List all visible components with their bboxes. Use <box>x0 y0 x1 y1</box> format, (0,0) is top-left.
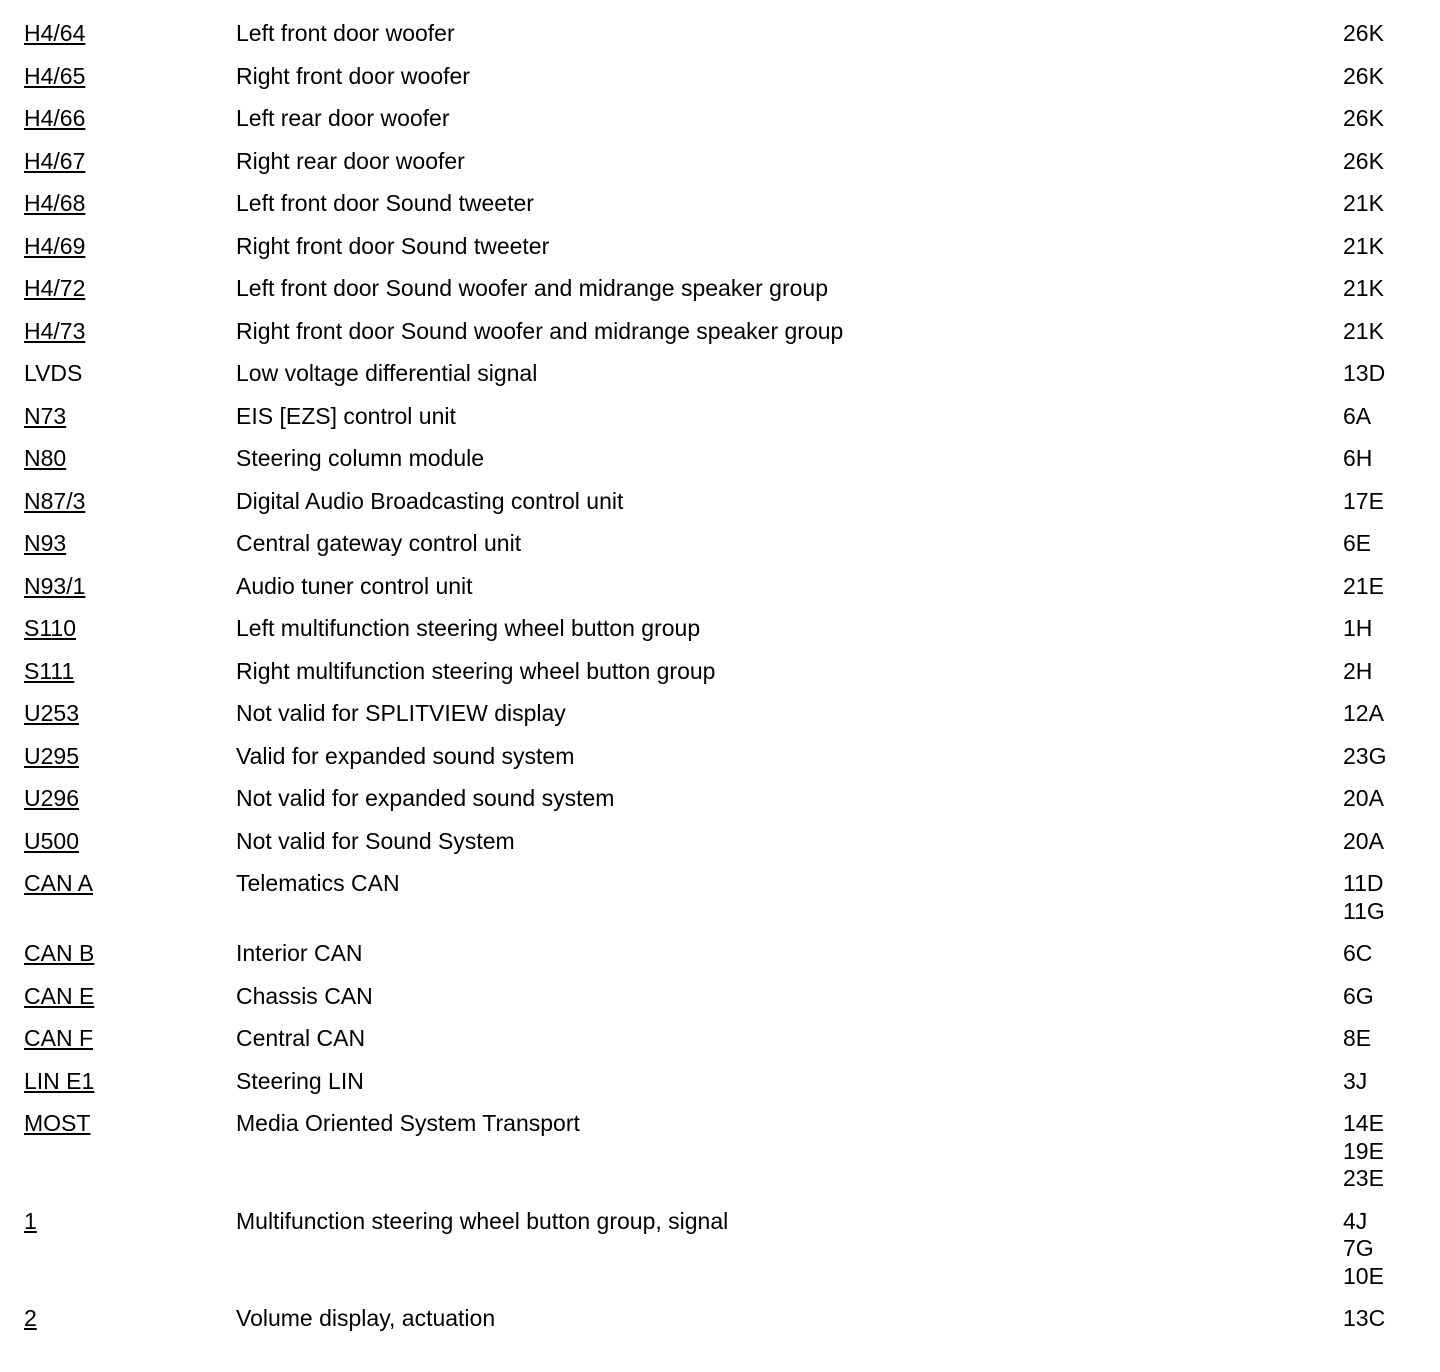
legend-locations <box>1343 403 1371 431</box>
grid-location: 23E <box>1343 1165 1384 1191</box>
legend-locations <box>1343 658 1372 686</box>
legend-code-link[interactable]: H4/66 <box>24 105 86 131</box>
legend-description: Right front door woofer <box>236 62 470 89</box>
legend-locations <box>1343 828 1384 856</box>
legend-code-link[interactable]: LIN E1 <box>24 1067 95 1094</box>
legend-code-link[interactable]: U500 <box>24 827 79 854</box>
legend-code-link[interactable]: N87/3 <box>24 487 86 514</box>
legend-description: Right multifunction steering wheel button group <box>236 657 716 684</box>
grid-location: 26K <box>1343 62 1384 89</box>
legend-description: Left front door woofer <box>236 20 455 46</box>
grid-location: 13C <box>1343 1305 1386 1331</box>
legend-code-link[interactable]: U295 <box>24 742 79 769</box>
legend-description: Chassis CAN <box>236 982 373 1009</box>
legend-description: Interior CAN <box>236 940 363 966</box>
legend-code-link[interactable]: S111 <box>24 657 75 684</box>
grid-location: 6A <box>1343 402 1372 429</box>
legend-code-link[interactable]: CAN E <box>24 982 95 1009</box>
grid-location: 6G <box>1343 982 1374 1009</box>
legend-locations <box>1343 275 1384 303</box>
grid-location: 21K <box>1343 232 1384 259</box>
legend-code-link[interactable]: S110 <box>24 615 77 641</box>
grid-location: 20A <box>1343 785 1384 811</box>
grid-location: 26K <box>1343 147 1384 174</box>
legend-code-link[interactable]: MOST <box>24 1110 91 1136</box>
legend-locations <box>1343 615 1372 643</box>
grid-location: 14E <box>1343 1110 1384 1136</box>
legend-description: Media Oriented System Transport <box>236 1110 580 1136</box>
legend-code-link[interactable]: CAN A <box>24 870 94 896</box>
legend-code-link[interactable]: 2 <box>24 1305 37 1331</box>
grid-location: 11D <box>1343 870 1384 896</box>
legend-locations <box>1343 63 1384 91</box>
legend-locations <box>1343 20 1384 48</box>
legend-description: Central CAN <box>236 1025 366 1051</box>
legend-description: Audio tuner control unit <box>236 572 473 599</box>
legend-description: Right front door Sound woofer and midrange speaker group <box>236 317 844 344</box>
legend-locations <box>1343 700 1384 728</box>
legend-code-link[interactable]: N93 <box>24 530 67 556</box>
grid-location: 4J <box>1343 1207 1368 1234</box>
grid-location: 6H <box>1343 445 1373 471</box>
legend-code-link[interactable]: U296 <box>24 785 79 811</box>
legend-locations <box>1343 190 1384 218</box>
grid-location: 10E <box>1343 1262 1384 1289</box>
grid-location: 21K <box>1343 190 1384 216</box>
legend-code-link[interactable]: CAN F <box>24 1025 93 1051</box>
legend-description: Steering column module <box>236 445 485 471</box>
legend-code-link[interactable]: H4/65 <box>24 62 86 89</box>
grid-location: 19E <box>1343 1137 1384 1164</box>
grid-location: 17E <box>1343 487 1384 514</box>
legend-locations <box>1343 1305 1385 1333</box>
legend-description: Volume display, actuation <box>236 1305 496 1331</box>
legend-locations <box>1343 573 1384 601</box>
legend-description: Not valid for expanded sound system <box>236 785 615 811</box>
legend-code-link[interactable]: U253 <box>24 700 79 726</box>
legend-locations <box>1343 488 1384 516</box>
legend-locations <box>1343 870 1385 925</box>
legend-description: Multifunction steering wheel button group, signal <box>236 1207 729 1234</box>
legend-description: Right rear door woofer <box>236 147 465 174</box>
grid-location: 6E <box>1343 530 1372 556</box>
legend-description: Left front door Sound woofer and midrange speaker group <box>236 275 828 301</box>
legend-locations <box>1343 1208 1384 1291</box>
legend-description: EIS [EZS] control unit <box>236 402 456 429</box>
legend-locations <box>1343 318 1384 346</box>
legend-code-link[interactable]: H4/73 <box>24 317 86 344</box>
legend-locations <box>1343 983 1374 1011</box>
grid-location: 21K <box>1343 317 1384 344</box>
legend-description: Left rear door woofer <box>236 105 450 131</box>
legend-code-link[interactable]: H4/68 <box>24 190 86 216</box>
legend-description: Left multifunction steering wheel button group <box>236 615 701 641</box>
legend-description: Central gateway control unit <box>236 530 522 556</box>
grid-location: 1H <box>1343 615 1373 641</box>
legend-locations <box>1343 105 1384 133</box>
legend-description: Digital Audio Broadcasting control unit <box>236 487 624 514</box>
legend-locations <box>1343 743 1386 771</box>
legend-description: Low voltage differential signal <box>236 360 538 386</box>
legend-locations <box>1343 233 1384 261</box>
grid-location: 26K <box>1343 105 1384 131</box>
legend-code: LVDS <box>24 360 83 386</box>
grid-location: 2H <box>1343 657 1373 684</box>
legend-locations <box>1343 1025 1371 1053</box>
grid-location: 21K <box>1343 275 1384 301</box>
legend-locations <box>1343 148 1384 176</box>
legend-description: Telematics CAN <box>236 870 400 896</box>
legend-locations <box>1343 785 1384 813</box>
legend-description: Right front door Sound tweeter <box>236 232 550 259</box>
grid-location: 23G <box>1343 742 1387 769</box>
legend-locations <box>1343 530 1371 558</box>
grid-location: 7G <box>1343 1235 1374 1261</box>
grid-location: 6C <box>1343 940 1373 966</box>
legend-description: Left front door Sound tweeter <box>236 190 534 216</box>
legend-description: Not valid for SPLITVIEW display <box>236 700 566 726</box>
grid-location: 13D <box>1343 360 1386 386</box>
legend-description: Valid for expanded sound system <box>236 742 575 769</box>
legend-locations <box>1343 1068 1367 1096</box>
legend-description: Not valid for Sound System <box>236 827 515 854</box>
legend-code-link[interactable]: H4/69 <box>24 232 86 259</box>
legend-locations <box>1343 940 1372 968</box>
grid-location: 12A <box>1343 700 1384 726</box>
grid-location: 20A <box>1343 827 1384 854</box>
legend-code-link[interactable]: 1 <box>24 1207 37 1234</box>
legend-locations <box>1343 360 1385 388</box>
grid-location: 26K <box>1343 20 1384 46</box>
legend-code-link[interactable]: N93/1 <box>24 572 86 599</box>
legend-description: Steering LIN <box>236 1067 364 1094</box>
grid-location: 11G <box>1343 897 1385 924</box>
legend-locations <box>1343 1110 1384 1193</box>
grid-location: 3J <box>1343 1067 1368 1094</box>
legend-locations <box>1343 445 1372 473</box>
grid-location: 8E <box>1343 1025 1372 1051</box>
legend-code-link[interactable]: H4/72 <box>24 275 86 301</box>
legend-code-link[interactable]: N73 <box>24 402 67 429</box>
legend-code-link[interactable]: H4/67 <box>24 147 86 174</box>
legend-code-link[interactable]: N80 <box>24 445 67 471</box>
grid-location: 21E <box>1343 572 1384 599</box>
legend-code-link[interactable]: CAN B <box>24 940 95 966</box>
legend-code-link[interactable]: H4/64 <box>24 20 86 46</box>
